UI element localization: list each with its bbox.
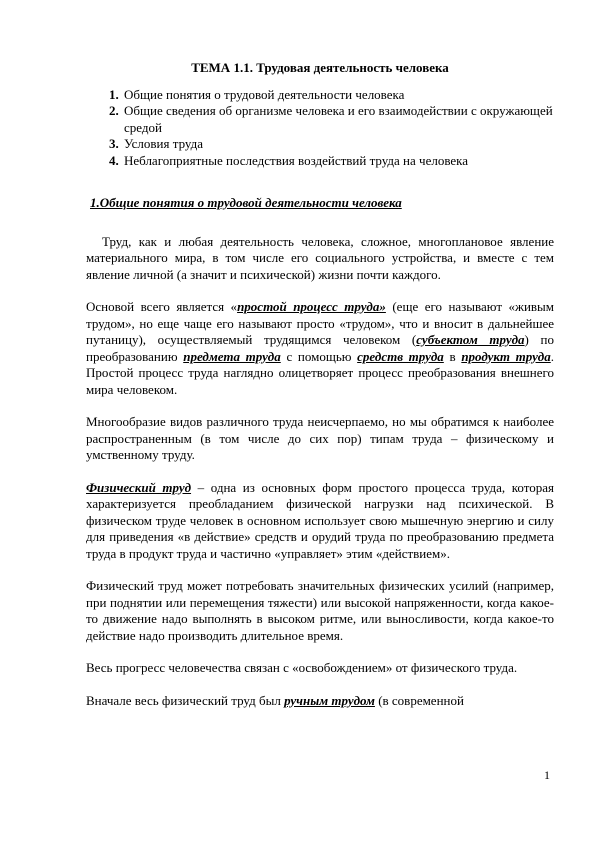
paragraph-7: Вначале весь физический труд был ручным трудом (в современной — [86, 692, 464, 708]
term-labor-means: средств труда — [357, 348, 444, 364]
table-of-contents — [86, 87, 554, 170]
paragraph-1: Труд, как и любая деятельность человека, сложное, многоплановое явление материального мира, в том числе его социального устройства, и вместе с тем явление личной (а значит и психической) жизни почти каждого. — [86, 233, 554, 282]
term-manual-labor: ручным трудом — [284, 692, 375, 708]
term-labor-object: предмета труда — [183, 348, 281, 364]
section-heading: 1.Общие понятия о трудовой деятельности человека — [90, 195, 402, 210]
toc-item: 2. Общие сведения об организме человека и его взаимодействии с окружающей средой — [122, 103, 554, 136]
term-labor-subject: субъектом труда — [416, 332, 525, 347]
document-title: ТЕМА 1.1. Трудовая деятельность человека — [191, 60, 449, 75]
toc-item: 4. Неблагоприятные последствия воздействий труда на человека — [122, 153, 554, 170]
page-number: 1 — [544, 768, 550, 782]
paragraph-5: Физический труд может потребовать значительных физических усилий (например, при поднятии или перемещения тяжести) или высокой напряженности, когда какое-то движение надо выполнять в высоком ритме, или выносливости, когда какое-то действие надо производить длительное время. — [86, 578, 554, 643]
page-content — [86, 60, 554, 709]
paragraph-4: Физический труд – одна из основных форм простого процесса труда, которая характеризуется преобладанием физической нагрузки над психической. В физическом труде человек в основном использует свою мышечную энергию и силу для приведения «в действие» средств и орудий труда по преобразованию предмета труда в продукт труда и частично «управляет» этим «действием». — [86, 479, 554, 561]
term-physical-labor: Физический труд — [86, 479, 192, 495]
paragraph-3: Многообразие видов различного труда неисчерпаемо, но мы обратимся к наиболее распространенным (в том числе до сих пор) типам труда – физическому и умственному труду. — [86, 414, 554, 462]
toc-item: 3. Условия труда — [122, 136, 554, 153]
paragraph-6: Весь прогресс человечества связан с «освобождением» от физического труда. — [86, 660, 518, 675]
paragraph-2: Основой всего является «простой процесс труда» (еще его называют «живым трудом», но еще чаще его называют просто «трудом», что и вносит в дальнейшее путаницу), осуществляемый трудящимся человеком (субъектом труда) по преобразованию предмета труда с помощью средств труда в продукт труда. Простой процесс труда наглядно олицетворяет процесс преобразования внешнего мира человеком. — [86, 299, 554, 397]
term-labor-product: продукт труда — [461, 348, 551, 364]
term-simple-labor-process: простой процесс труда» — [237, 299, 386, 314]
toc-item: 1. Общие понятия о трудовой деятельности человека — [122, 87, 554, 104]
